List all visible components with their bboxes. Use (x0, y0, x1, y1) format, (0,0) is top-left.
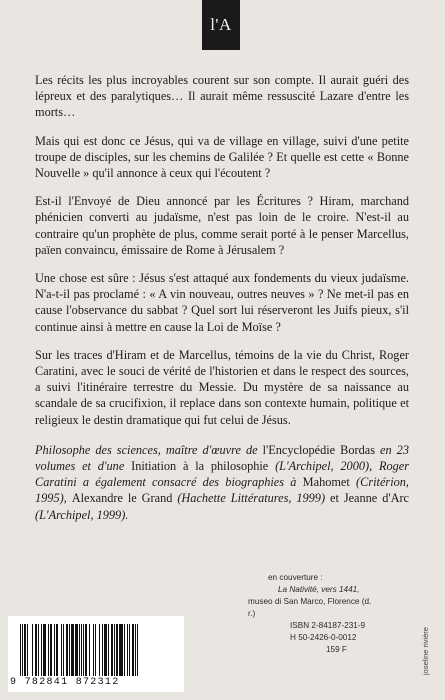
barcode-number: 9 782841 872312 (10, 677, 120, 688)
author-bio (35, 442, 409, 523)
bio-part: Mahomet (302, 475, 350, 490)
bio-part: Philosophe des sciences, maître d'œuvre de (35, 442, 263, 457)
bio-part: (Hachette Littératures, 1999) (172, 491, 326, 506)
isbn: ISBN 2-84187-231-9 (290, 621, 366, 630)
barcode-bar (138, 624, 139, 676)
bio-part: (L'Archipel, 2000), Roger Caratini a également consacré des biographies à (35, 459, 409, 490)
credit-line: en couverture : (268, 573, 323, 582)
paragraph: Sur les traces d'Hiram et de Marcellus, témoins de la vie du Christ, Roger Caratini, avec le souci de vérité de l'historien et dans le respect des sources, a suivi l'itinéraire terrestre du Messie. Du mystère de sa naissance au scandale de sa crucifixion, il replace dans son contexte humain, politique et religieux le destin dramatique qui fut celui de Jésus. (35, 347, 409, 427)
bio-part: (Critérion, 1995), (35, 475, 409, 506)
paragraph: Les récits les plus incroyables courent sur son compte. Il aurait guéri des lépreux et des paralytiques… Il aurait même ressuscité Lazare d'entre les morts… (35, 73, 409, 120)
barcode-icon (20, 624, 176, 676)
paragraph: Mais qui est donc ce Jésus, qui va de village en village, suivi d'une petite troupe de disciples, sur les chemins de Galilée ? Et quelle est cette « Bonne Nouvelle » qu'il annonce à ceux qui l'écoutent ? (35, 133, 409, 181)
product-code: H 50-2426-0-0012 (290, 633, 357, 642)
bio-part: en 23 volumes et d'une (35, 442, 409, 474)
paragraph: Est-il l'Envoyé de Dieu annoncé par les Écritures ? Hiram, marchand phénicien converti au judaïsme, n'est pas loin de le croire. N'est-il au contraire qu'un prophète de plus, comme serait porté à le penser Marcellus, païen convaincu, émissaire de Rome à Jérusalem ? (35, 194, 409, 257)
barcode-box (8, 616, 184, 692)
bio-part: Jeanne d'Arc (343, 491, 409, 506)
paragraph: Une chose est sûre : Jésus s'est attaqué aux fondements du vieux judaïsme. N'a-t-il pas proclamé : « A vin nouveau, outres neuves » ? Ne met-il pas en cause l'observance du sabbat ? Quel sort lui réserveront les Juifs pieux, s'il continue ainsi à mettre en cause la Loi de Moïse ? (35, 271, 409, 334)
cover-credits (248, 572, 378, 656)
publisher-logo-text: l'A (210, 15, 232, 34)
bio-part: Initiation à la philosophie (131, 459, 269, 474)
price: 159 F (326, 645, 347, 654)
credit-line: La Nativité, vers 1441, (278, 585, 360, 594)
back-cover-text (35, 72, 409, 535)
bio-part: (L'Archipel, 1999). (35, 507, 129, 522)
bio-part: et (325, 491, 344, 506)
publisher-logo (202, 0, 240, 50)
credit-line: museo di San Marco, Florence (d. r.) (248, 597, 372, 618)
bio-part: Alexandre le Grand (71, 491, 173, 506)
designer-credit: joseline rivière (421, 627, 430, 675)
bio-part: l'Encyclopédie Bordas (262, 442, 376, 457)
